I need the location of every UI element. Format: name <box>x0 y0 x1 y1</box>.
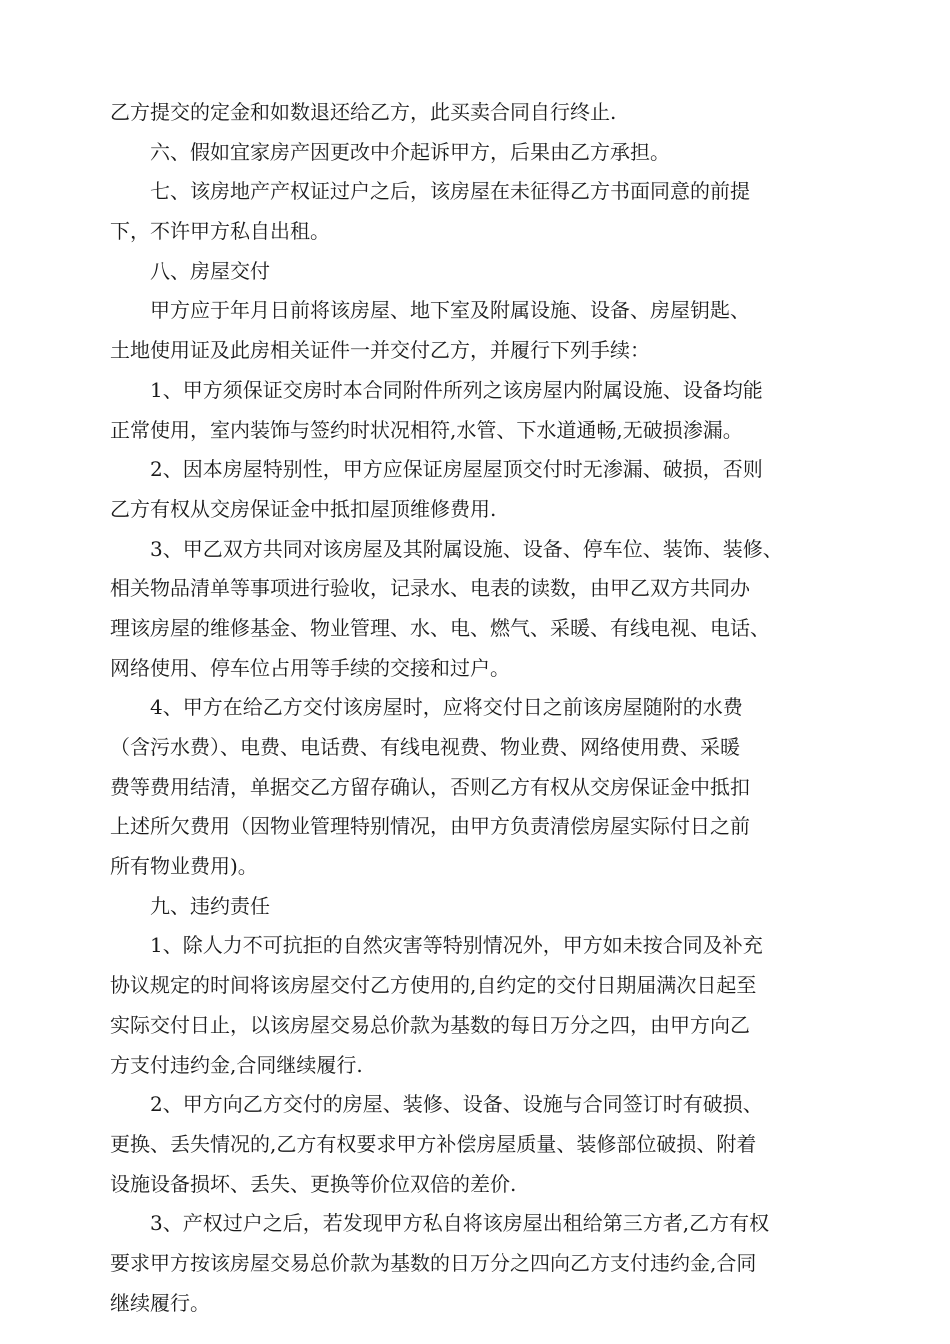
text-line: 乙方有权从交房保证金中抵扣屋顶维修费用. <box>110 496 497 521</box>
text-line: 上述所欠费用（因物业管理特别情况，由甲方负责清偿房屋实际付日之前 <box>110 814 750 839</box>
text-line: 网络使用、停车位占用等手续的交接和过户。 <box>110 655 510 680</box>
text-line: 更换、丢失情况的,乙方有权要求甲方补偿房屋质量、装修部位破损、附着 <box>110 1131 757 1156</box>
delivery-item-2: 2、因本房屋特别性，甲方应保证房屋屋顶交付时无渗漏、破损，否则 <box>150 457 763 482</box>
liability-item-1: 1、除人力不可抗拒的自然灾害等特别情况外，甲方如未按合同及补充 <box>150 933 763 958</box>
text-line: 协议规定的时间将该房屋交付乙方使用的,自约定的交付日期届满次日起至 <box>110 973 757 998</box>
clause-six: 六、假如宜家房产因更改中介起诉甲方，后果由乙方承担。 <box>150 139 670 164</box>
text-line: 费等费用结清，单据交乙方留存确认，否则乙方有权从交房保证金中抵扣 <box>110 774 750 799</box>
text-line: 继续履行。 <box>110 1290 210 1315</box>
text-line: 理该房屋的维修基金、物业管理、水、电、燃气、采暖、有线电视、电话、 <box>110 615 770 640</box>
text-line: 乙方提交的定金和如数退还给乙方，此买卖合同自行终止. <box>110 100 617 124</box>
delivery-item-1: 1、甲方须保证交房时本合同附件所列之该房屋内附属设施、设备均能 <box>150 377 763 402</box>
text-line: 实际交付日止，以该房屋交易总价款为基数的每日万分之四，由甲方向乙 <box>110 1012 750 1037</box>
text-line: 下，不许甲方私自出租。 <box>110 219 330 244</box>
text-line: 土地使用证及此房相关证件一并交付乙方，并履行下列手续： <box>110 338 650 363</box>
delivery-item-4: 4、甲方在给乙方交付该房屋时，应将交付日之前该房屋随附的水费 <box>150 695 743 720</box>
text-line: 正常使用，室内装饰与签约时状况相符,水管、下水道通畅,无破损渗漏。 <box>110 417 743 442</box>
text-line: 所有物业费用)。 <box>110 854 258 879</box>
section-heading-delivery: 八、房屋交付 <box>150 258 270 283</box>
clause-seven: 七、该房地产产权证过户之后，该房屋在未征得乙方书面同意的前提 <box>150 179 750 204</box>
delivery-item-3: 3、甲乙双方共同对该房屋及其附属设施、设备、停车位、装饰、装修、 <box>150 536 783 561</box>
text-line: （含污水费）、电费、电话费、有线电视费、物业费、网络使用费、采暖 <box>110 735 740 759</box>
text-line: 相关物品清单等事项进行验收，记录水、电表的读数，由甲乙双方共同办 <box>110 576 750 601</box>
section-heading-liability: 九、违约责任 <box>150 893 270 918</box>
document-page <box>110 93 850 1323</box>
text-line: 方支付违约金,合同继续履行. <box>110 1052 363 1077</box>
text-line: 要求甲方按该房屋交易总价款为基数的日万分之四向乙方支付违约金,合同 <box>110 1250 757 1275</box>
text-line: 设施设备损坏、丢失、更换等价位双倍的差价. <box>110 1171 517 1196</box>
liability-item-2: 2、甲方向乙方交付的房屋、装修、设备、设施与合同签订时有破损、 <box>150 1092 763 1117</box>
liability-item-3: 3、产权过户之后，若发现甲方私自将该房屋出租给第三方者,乙方有权 <box>150 1211 770 1236</box>
text-line: 甲方应于年月日前将该房屋、地下室及附属设施、设备、房屋钥匙、 <box>150 298 750 323</box>
